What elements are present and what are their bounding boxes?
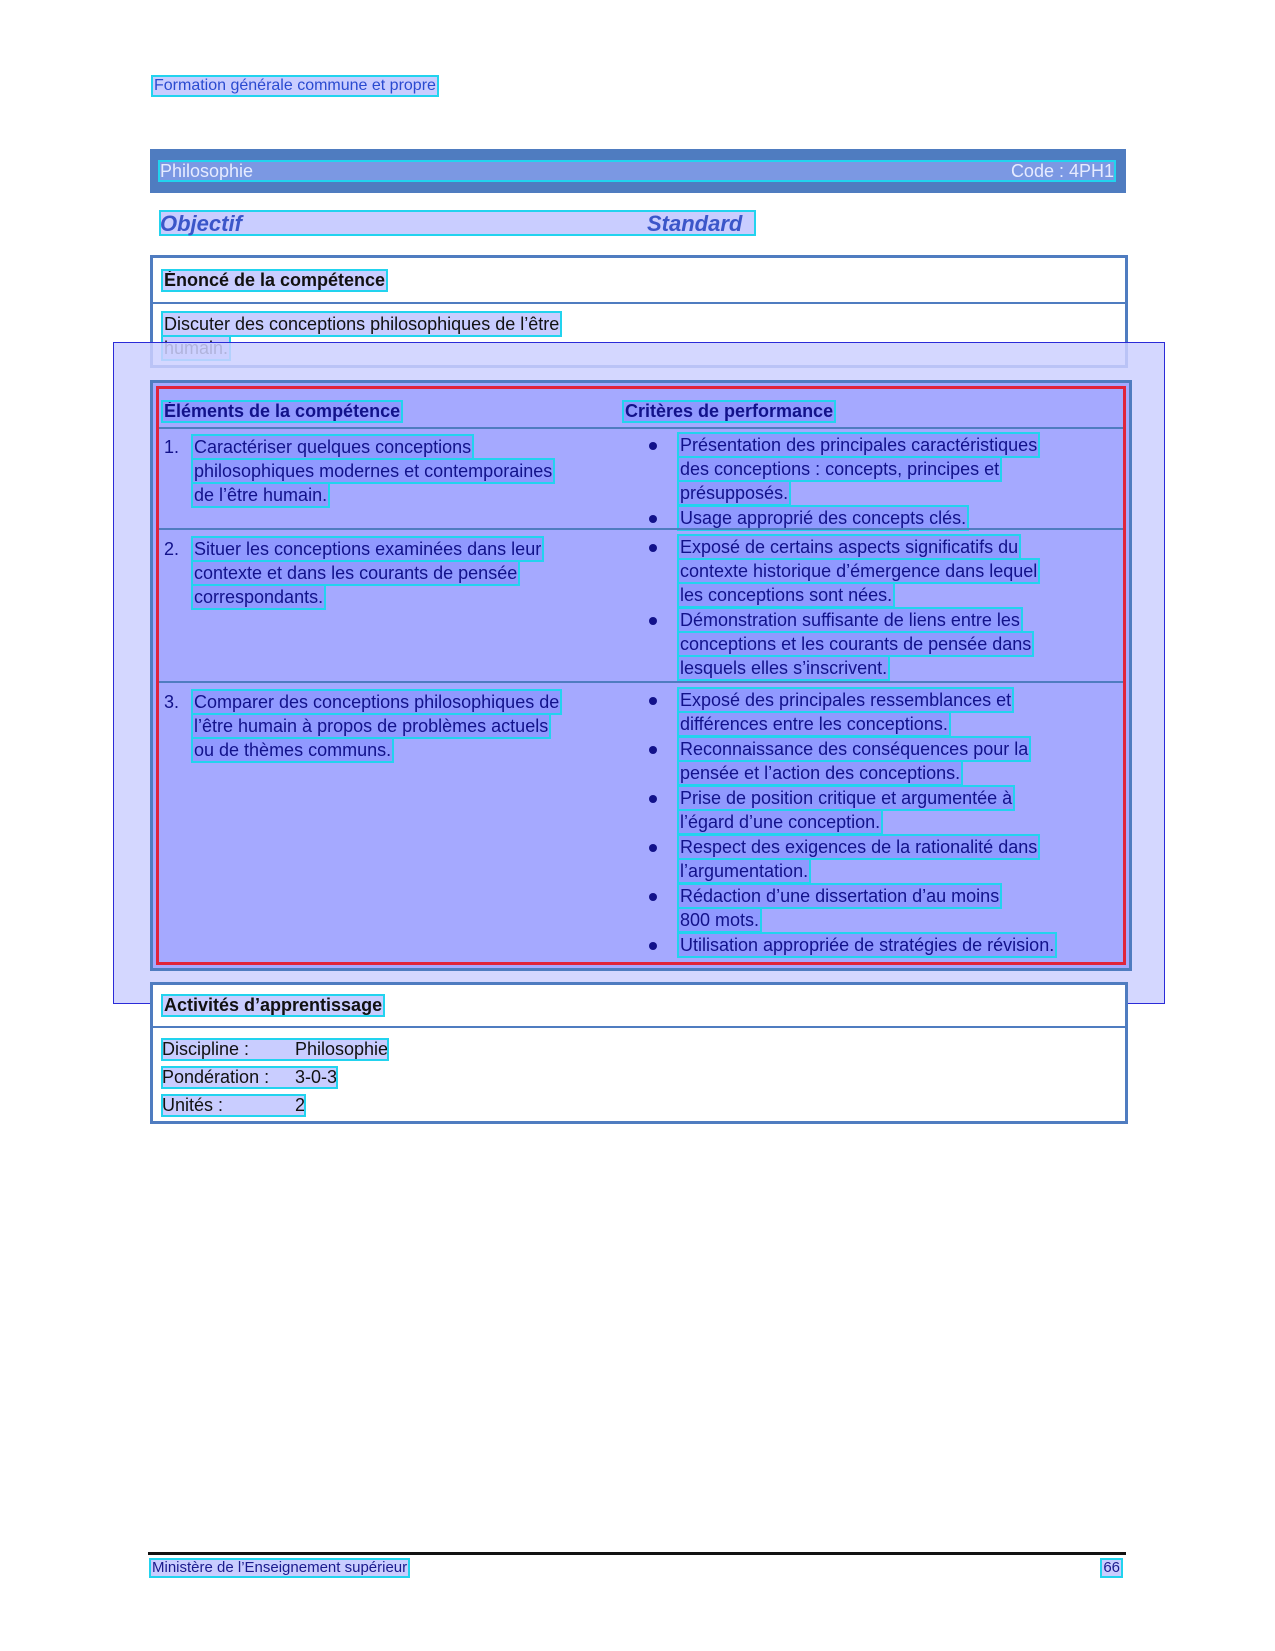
activite-label: Unités : <box>162 1095 224 1115</box>
bullet-icon <box>649 942 657 950</box>
criterion-line: Reconnaissance des conséquences pour la <box>680 739 1029 759</box>
criterion-line: Prise de position critique et argumentée à <box>680 788 1013 808</box>
element-line: de l’être humain. <box>194 485 328 505</box>
criterion-line: Respect des exigences de la rationalité dans <box>680 837 1038 857</box>
title-bar-inner <box>160 162 1114 180</box>
element-number: 3. <box>164 692 180 712</box>
activite-row-discipline <box>162 1039 388 1060</box>
activite-label: Pondération : <box>162 1067 270 1087</box>
enonce-title: Énoncé de la compétence <box>164 270 386 290</box>
criterion-line: contexte historique d’émergence dans lequel <box>680 561 1038 581</box>
bullet-icon <box>649 442 657 450</box>
bullet-icon <box>649 795 657 803</box>
element-line: contexte et dans les courants de pensée <box>194 563 518 583</box>
bullet-icon <box>649 617 657 625</box>
element-line: philosophiques modernes et contemporaines <box>194 461 553 481</box>
element-number: 2. <box>164 539 180 559</box>
criterion-line: pensée et l’action des conceptions. <box>680 763 961 783</box>
criteres-header: Critères de performance <box>625 401 834 421</box>
bullet-icon <box>649 515 657 523</box>
enonce-title-row <box>153 258 1125 304</box>
footer <box>150 1559 1122 1577</box>
title-bar <box>150 149 1126 193</box>
enonce-line: Discuter des conceptions philosophiques de l’être <box>164 314 560 334</box>
criterion-line: Utilisation appropriée de stratégies de révision. <box>680 935 1055 955</box>
criterion-line: Exposé de certains aspects significatifs du <box>680 537 1019 557</box>
competence-table <box>150 380 1132 971</box>
criterion-line: l’argumentation. <box>680 861 809 881</box>
competence-table-inner <box>156 386 1126 965</box>
element-number: 1. <box>164 437 180 457</box>
criterion-line: conceptions et les courants de pensée dans <box>680 634 1032 654</box>
element-line: ou de thèmes communs. <box>194 740 392 760</box>
criterion-line: les conceptions sont nées. <box>680 585 893 605</box>
criterion-line: Rédaction d’une dissertation d’au moins <box>680 886 1000 906</box>
criterion-line: l’égard d’une conception. <box>680 812 881 832</box>
footer-ministry: Ministère de l’Enseignement supérieur <box>152 1559 408 1576</box>
course-subject: Philosophie <box>160 160 254 181</box>
row-separator <box>159 681 1123 683</box>
page-number: 66 <box>1103 1559 1120 1576</box>
row-separator <box>159 427 1123 429</box>
criterion-line: Démonstration suffisante de liens entre les <box>680 610 1020 630</box>
running-header: Formation générale commune et propre <box>154 77 436 94</box>
activite-row-unites <box>162 1095 305 1116</box>
footer-rule <box>148 1552 1126 1555</box>
activites-title: Activités d’apprentissage <box>164 995 383 1015</box>
activite-value: 2 <box>295 1095 306 1115</box>
criterion-line: lesquels elles s’inscrivent. <box>680 658 888 678</box>
criterion-line: présupposés. <box>680 483 789 503</box>
activite-value: 3-0-3 <box>295 1067 338 1087</box>
bullet-icon <box>649 544 657 552</box>
objectif-standard-row <box>160 211 755 235</box>
element-line: Caractériser quelques conceptions <box>194 437 472 457</box>
activites-title-row <box>153 985 1125 1028</box>
bullet-icon <box>649 746 657 754</box>
activite-value: Philosophie <box>295 1039 389 1059</box>
objectif-label: Objectif <box>160 211 242 236</box>
element-line: Comparer des conceptions philosophiques de <box>194 692 560 712</box>
bullet-icon <box>649 893 657 901</box>
criterion-line: Présentation des principales caractéristiques <box>680 435 1038 455</box>
criterion-line: Exposé des principales ressemblances et <box>680 690 1012 710</box>
bullet-icon <box>649 844 657 852</box>
criterion-line: 800 mots. <box>680 910 760 930</box>
element-line: l’être humain à propos de problèmes actuels <box>194 716 549 736</box>
element-line: correspondants. <box>194 587 324 607</box>
bullet-icon <box>649 697 657 705</box>
elements-header: Éléments de la compétence <box>164 401 401 421</box>
element-line: Situer les conceptions examinées dans leur <box>194 539 542 559</box>
activite-label: Discipline : <box>162 1039 250 1059</box>
criterion-line: des conceptions : concepts, principes et <box>680 459 1000 479</box>
course-code: Code : 4PH1 <box>1010 160 1114 181</box>
activite-row-ponderation <box>162 1067 337 1088</box>
criterion-line: différences entre les conceptions. <box>680 714 948 734</box>
criterion-line: Usage approprié des concepts clés. <box>680 508 967 528</box>
activites-box <box>150 982 1128 1124</box>
row-separator <box>159 528 1123 530</box>
standard-label: Standard <box>647 211 743 236</box>
